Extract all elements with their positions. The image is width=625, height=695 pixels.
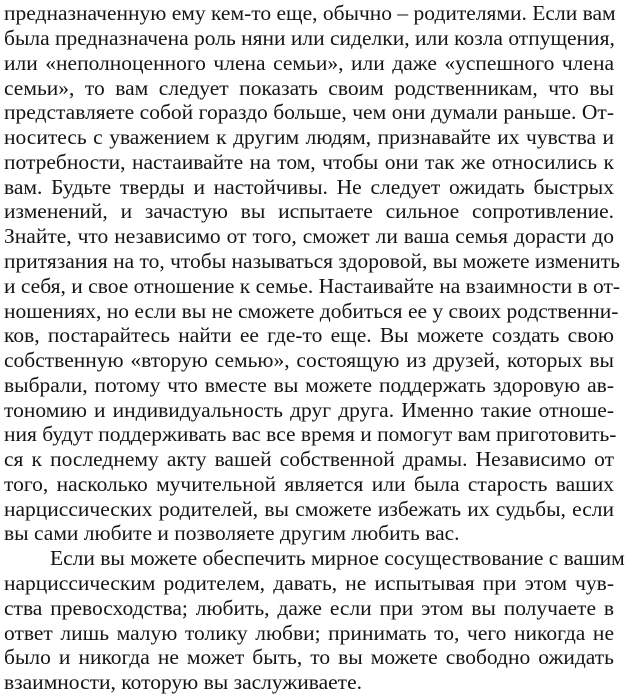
text-line: носитесь с уважением к другим людям, признавайте их чувства и xyxy=(4,125,614,149)
text-line: нарциссических родителей, вы сможете избежать их судьбы, если xyxy=(4,497,614,521)
text-line: потребности, настаивайте на том, чтобы они так же относились к xyxy=(4,150,614,174)
text-line: нарциссическим родителем, давать, не испытывая при этом чув- xyxy=(4,571,614,595)
text-line: взаимности, которую вы заслуживаете. xyxy=(4,670,362,694)
text-line: Если вы можете обеспечить мирное сосуществование с вашим xyxy=(50,546,625,570)
text-line: и себя, и свое отношение к семье. Настаивайте на взаимности в от- xyxy=(4,274,621,298)
text-line: изменений, и зачастую вы испытаете сильное сопротивление. xyxy=(4,199,614,223)
text-line: было и никогда не может быть, то вы можете свободно ожидать xyxy=(4,645,614,669)
text-line: выбрали, потому что вместе вы можете поддержать здоровую ав- xyxy=(4,373,614,397)
text-line: ношениях, но если вы не сможете добиться ее у своих родственни- xyxy=(4,299,619,323)
text-line: ков, постарайтесь найти ее где-то еще. Вы можете создать свою xyxy=(4,323,614,347)
text-line: предназначенную ему кем-то еще, обычно – родителями. Если вам xyxy=(4,1,616,25)
text-line: ответ лишь малую толику любви; принимать то, чего никогда не xyxy=(4,621,614,645)
text-line: тономию и индивидуальность друг друга. Именно такие отноше- xyxy=(4,398,614,422)
text-line: ния будут поддерживать вас все время и помогут вам приготовить- xyxy=(4,422,617,446)
text-line: вы сами любите и позволяете другим любить вас. xyxy=(4,521,460,545)
text-line: была предназначена роль няни или сиделки, или козла отпущения, xyxy=(4,26,615,50)
text-line: Знайте, что независимо от того, сможет ли ваша семья дорасти до xyxy=(4,224,614,248)
text-line: притязания на то, чтобы называться здоровой, вы можете изменить xyxy=(4,249,620,273)
text-line: того, насколько мучительной является или была старость ваших xyxy=(4,472,614,496)
text-line: ства превосходства; любить, даже если при этом вы получаете в xyxy=(4,596,614,620)
text-line: семьи», то вам следует показать своим родственникам, что вы xyxy=(4,76,614,100)
text-line: или «неполноценного члена семьи», или даже «успешного члена xyxy=(4,51,614,75)
text-line: ся к последнему акту вашей собственной драмы. Независимо от xyxy=(4,447,614,471)
text-line: вам. Будьте тверды и настойчивы. Не следует ожидать быстрых xyxy=(4,175,614,199)
text-line: представляете собой гораздо больше, чем они думали раньше. От- xyxy=(4,100,614,124)
text-line: собственную «вторую семью», состоящую из друзей, которых вы xyxy=(4,348,614,372)
